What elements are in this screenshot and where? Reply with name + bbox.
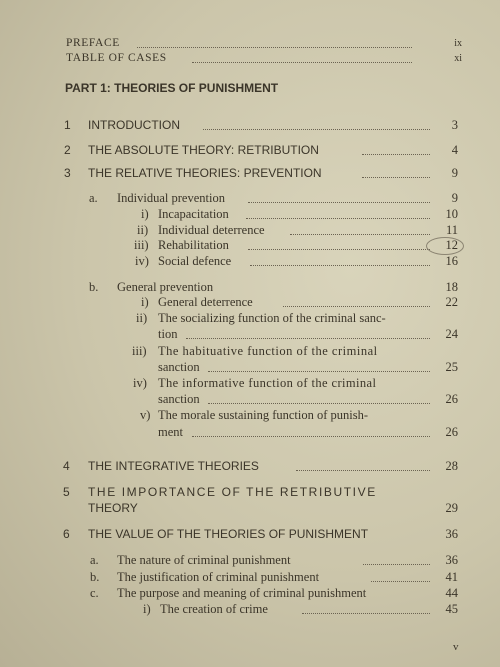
dot-leader (248, 202, 430, 203)
dot-leader (290, 234, 430, 235)
section-letter: b. (90, 570, 100, 584)
section-title: General prevention (117, 280, 214, 294)
item-title-line1: The habituative function of the criminal (158, 344, 378, 358)
item-number: ii) (136, 311, 148, 325)
dot-leader (203, 129, 430, 130)
section-title: The justification of criminal punishment (117, 570, 320, 584)
item-title-line2: ment (158, 425, 183, 439)
item-title-line2: tion (158, 327, 178, 341)
chapter-number: 6 (63, 527, 70, 541)
chapter-title: THE VALUE OF THE THEORIES OF PUNISHMENT (88, 527, 369, 541)
chapter-page: 36 (445, 527, 458, 541)
dot-leader (137, 47, 412, 48)
item-title: The creation of crime (160, 602, 268, 616)
chapter-title: INTRODUCTION (88, 118, 180, 132)
section-page: 9 (451, 191, 458, 205)
item-title-line1: The informative function of the criminal (158, 376, 377, 390)
dot-leader (208, 403, 430, 404)
page-number: v (453, 641, 459, 653)
chapter-number: 4 (63, 459, 70, 473)
item-title: Rehabilitation (158, 238, 229, 252)
chapter-title-line1: THE IMPORTANCE OF THE RETRIBUTIVE (88, 485, 377, 499)
dot-leader (250, 265, 430, 266)
chapter-number: 3 (64, 166, 71, 180)
dot-leader (192, 62, 412, 63)
chapter-title-line2: THEORY (88, 501, 138, 515)
chapter-page: 3 (451, 118, 458, 132)
item-title: Individual deterrence (158, 223, 265, 237)
dot-leader (246, 218, 430, 219)
item-page: 25 (445, 360, 458, 374)
item-page: 45 (445, 602, 458, 616)
dot-leader (248, 249, 430, 250)
chapter-page: 29 (445, 501, 458, 515)
dot-leader (296, 470, 430, 471)
dot-leader (208, 371, 430, 372)
dot-leader (283, 306, 430, 307)
item-page: 24 (445, 327, 458, 341)
item-title-line2: sanction (158, 360, 200, 374)
section-title: The purpose and meaning of criminal punishment (117, 586, 367, 600)
section-title: Individual prevention (117, 191, 225, 205)
entry-title: TABLE OF CASES (66, 52, 167, 64)
item-number: v) (140, 408, 151, 422)
section-page: 41 (445, 570, 458, 584)
dot-leader (302, 613, 430, 614)
chapter-page: 4 (451, 143, 458, 157)
item-title: Incapacitation (158, 207, 229, 221)
chapter-page: 28 (445, 459, 458, 473)
item-page: 11 (445, 223, 458, 237)
item-page: 22 (445, 295, 458, 309)
dot-leader (362, 154, 430, 155)
item-title: Social defence (158, 254, 232, 268)
item-number: iv) (135, 254, 149, 268)
entry-page: xi (454, 53, 462, 64)
item-page: 26 (445, 425, 458, 439)
section-letter: a. (90, 553, 99, 567)
chapter-number: 2 (64, 143, 71, 157)
item-title-line1: The morale sustaining function of punish- (158, 408, 369, 422)
entry-title: PREFACE (66, 37, 120, 49)
item-number: i) (143, 602, 151, 616)
section-letter: a. (89, 191, 98, 205)
item-title-line2: sanction (158, 392, 200, 406)
item-page: 12 (445, 238, 458, 252)
chapter-number: 1 (64, 118, 71, 132)
chapter-title: THE RELATIVE THEORIES: PREVENTION (88, 166, 322, 180)
entry-page: ix (454, 38, 462, 49)
chapter-title: THE INTEGRATIVE THEORIES (88, 459, 259, 473)
item-title: General deterrence (158, 295, 253, 309)
section-letter: c. (90, 586, 99, 600)
section-page: 18 (445, 280, 458, 294)
dot-leader (362, 177, 430, 178)
dot-leader (192, 436, 430, 437)
section-title: The nature of criminal punishment (117, 553, 291, 567)
chapter-number: 5 (63, 485, 70, 499)
chapter-title: THE ABSOLUTE THEORY: RETRIBUTION (88, 143, 319, 157)
part-title: PART 1: THEORIES OF PUNISHMENT (65, 81, 279, 95)
item-number: iii) (132, 344, 147, 358)
section-letter: b. (89, 280, 99, 294)
item-page: 26 (445, 392, 458, 406)
item-number: i) (141, 207, 149, 221)
dot-leader (371, 581, 430, 582)
chapter-page: 9 (451, 166, 458, 180)
item-number: i) (141, 295, 149, 309)
item-page: 10 (445, 207, 458, 221)
dot-leader (186, 338, 430, 339)
dot-leader (363, 564, 430, 565)
item-number: iv) (133, 376, 147, 390)
item-page: 16 (445, 254, 458, 268)
item-title-line1: The socializing function of the criminal sanc- (158, 311, 386, 325)
section-page: 44 (445, 586, 458, 600)
item-number: ii) (137, 223, 149, 237)
item-number: iii) (134, 238, 149, 252)
section-page: 36 (445, 553, 458, 567)
